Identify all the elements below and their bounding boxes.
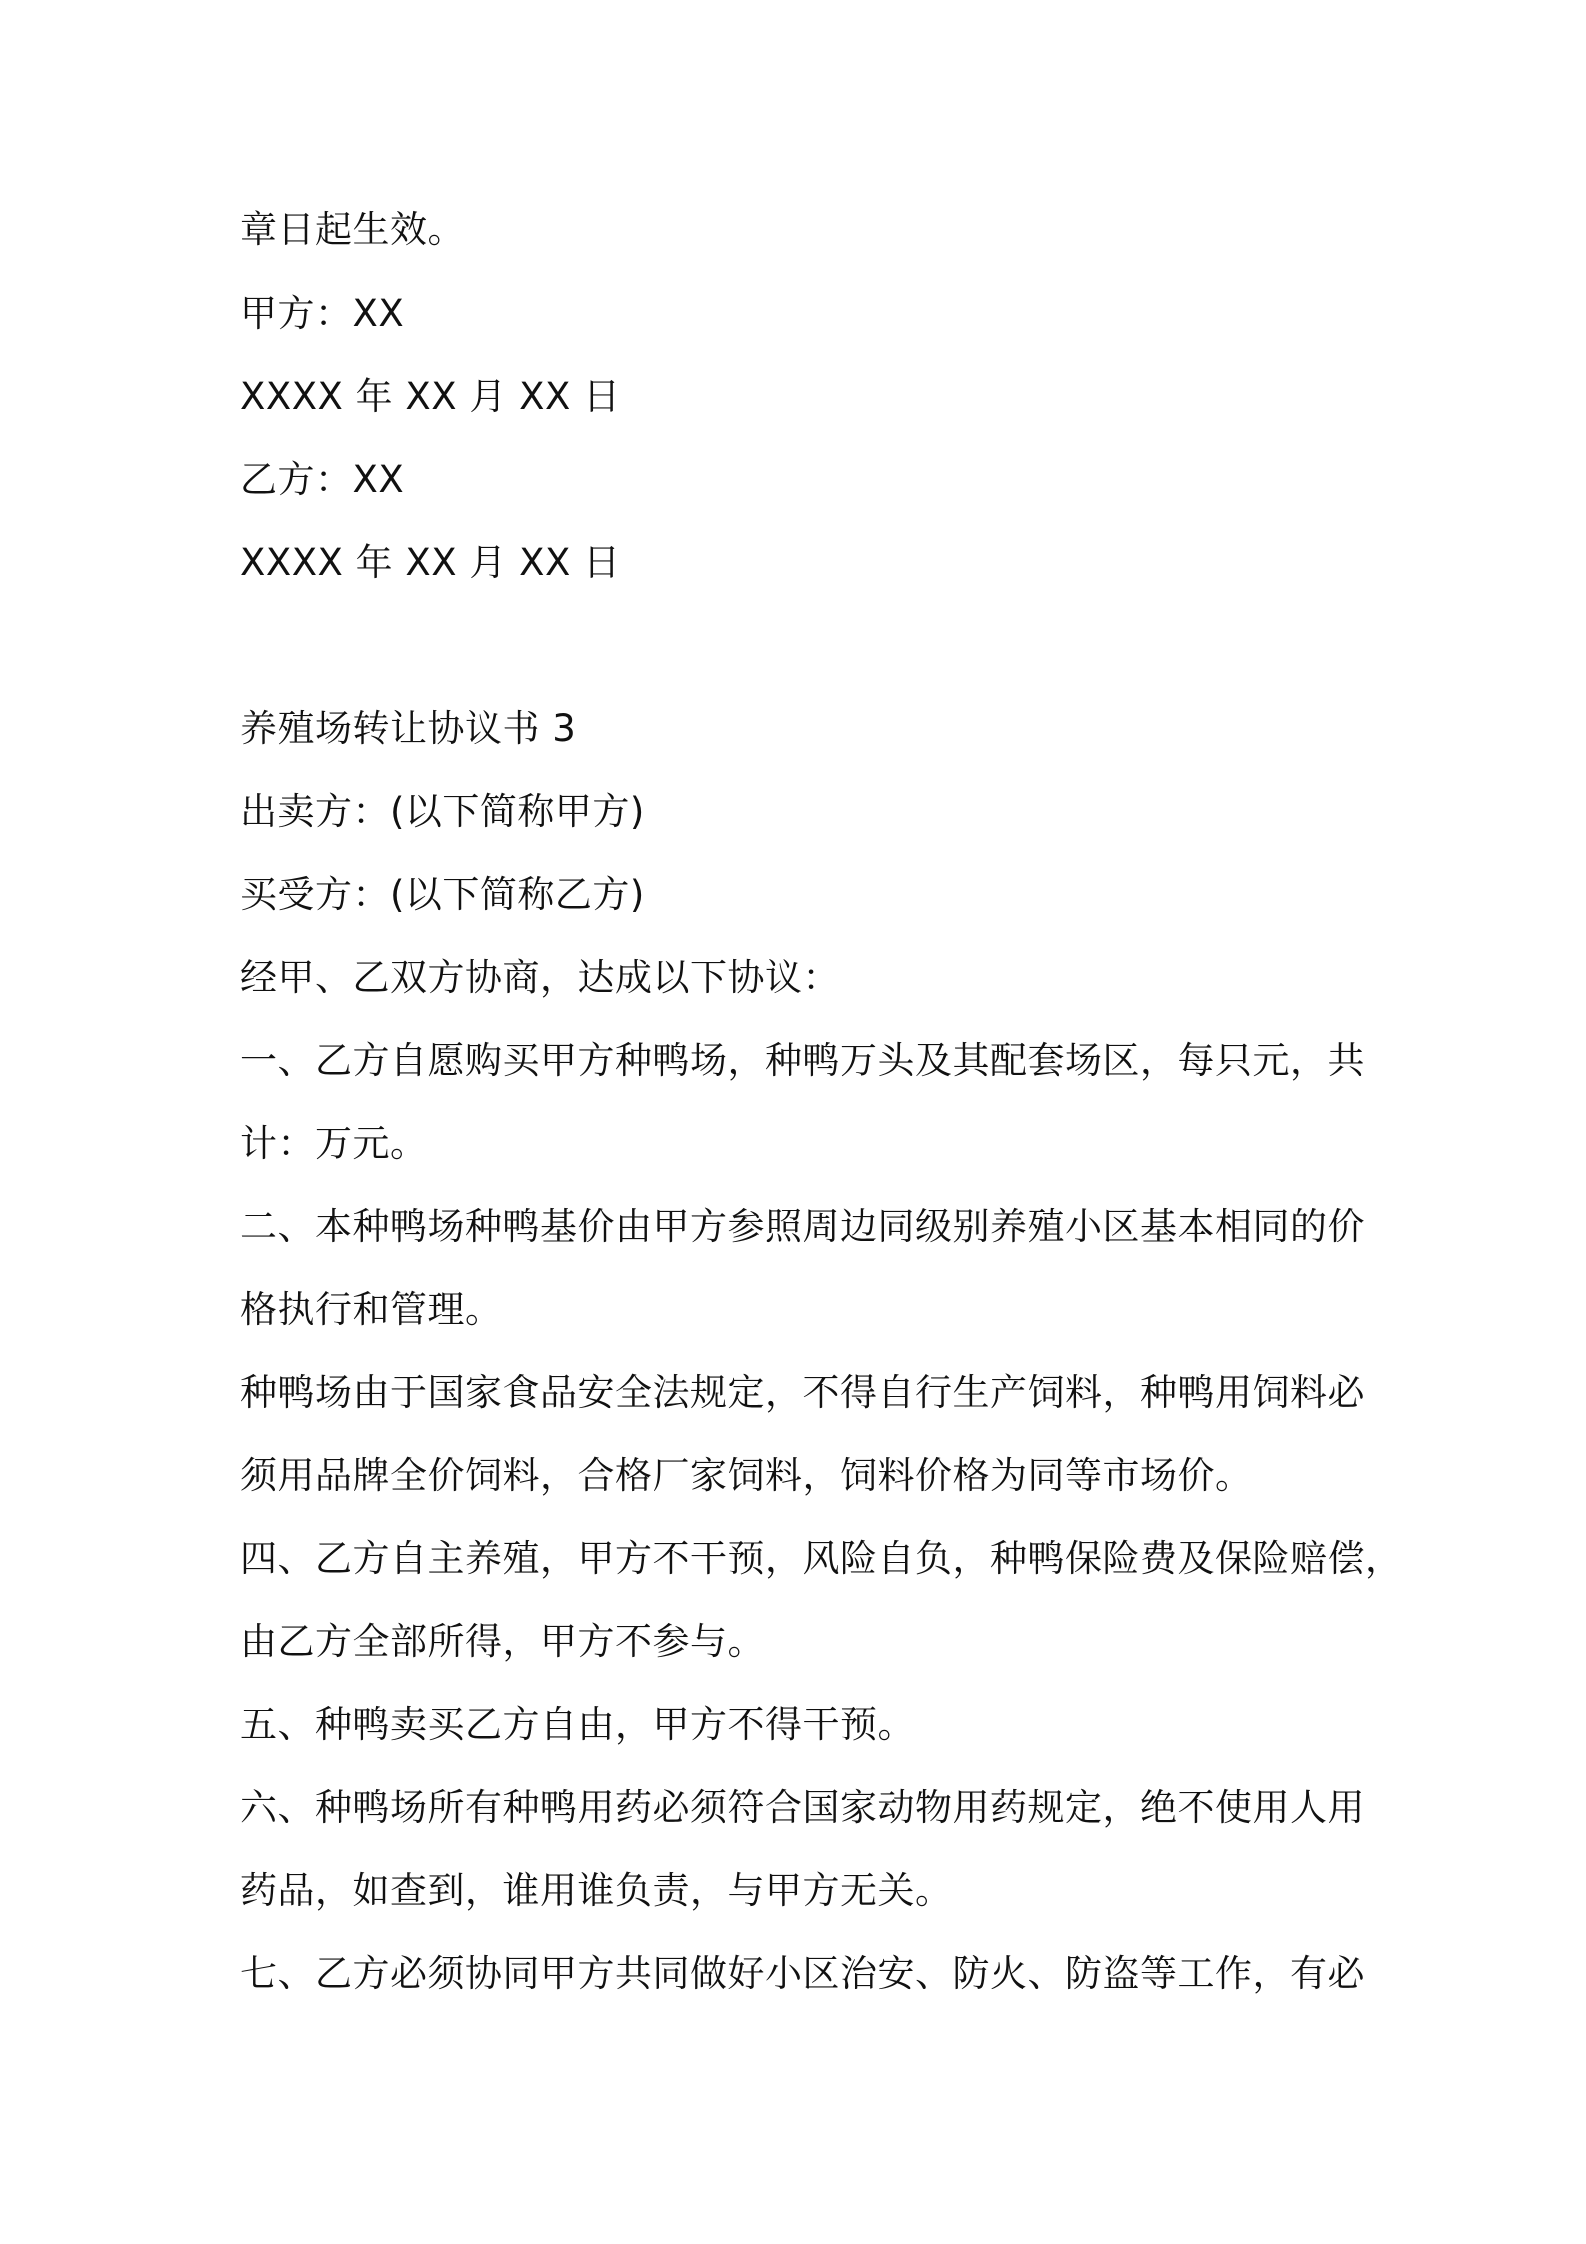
- clause-5: 五、种鸭卖买乙方自由，甲方不得干预。: [240, 1703, 915, 1746]
- party-b-date: XXXX 年 XX 月 XX 日: [240, 541, 621, 584]
- party-a-date: XXXX 年 XX 月 XX 日: [240, 375, 621, 418]
- clause-3-line-2: 须用品牌全价饲料，合格厂家饲料，饲料价格为同等市场价。: [240, 1454, 1253, 1497]
- buyer-line: 买受方：(以下简称乙方): [240, 873, 645, 916]
- party-a-signature: 甲方：XX: [240, 292, 405, 335]
- clause-7-line-1: 七、乙方必须协同甲方共同做好小区治安、防火、防盗等工作，有必: [240, 1952, 1365, 1995]
- agreement-title: 养殖场转让协议书 3: [240, 707, 577, 750]
- clause-1-line-2: 计：万元。: [240, 1122, 428, 1165]
- agreement-intro: 经甲、乙双方协商，达成以下协议：: [240, 956, 840, 999]
- clause-4-line-2: 由乙方全部所得，甲方不参与。: [240, 1620, 765, 1663]
- text-line-effective: 章日起生效。: [240, 208, 465, 251]
- clause-4-line-1: 四、乙方自主养殖，甲方不干预，风险自负，种鸭保险费及保险赔偿，: [240, 1537, 1403, 1580]
- clause-2-line-1: 二、本种鸭场种鸭基价由甲方参照周边同级别养殖小区基本相同的价: [240, 1205, 1365, 1248]
- clause-2-line-2: 格执行和管理。: [240, 1288, 503, 1331]
- party-b-signature: 乙方：XX: [240, 458, 405, 501]
- clause-1-line-1: 一、乙方自愿购买甲方种鸭场，种鸭万头及其配套场区，每只元，共: [240, 1039, 1365, 1082]
- clause-6-line-1: 六、种鸭场所有种鸭用药必须符合国家动物用药规定，绝不使用人用: [240, 1786, 1365, 1829]
- seller-line: 出卖方：(以下简称甲方): [240, 790, 645, 833]
- clause-3-line-1: 种鸭场由于国家食品安全法规定，不得自行生产饲料，种鸭用饲料必: [240, 1371, 1365, 1414]
- clause-6-line-2: 药品，如查到，谁用谁负责，与甲方无关。: [240, 1869, 953, 1912]
